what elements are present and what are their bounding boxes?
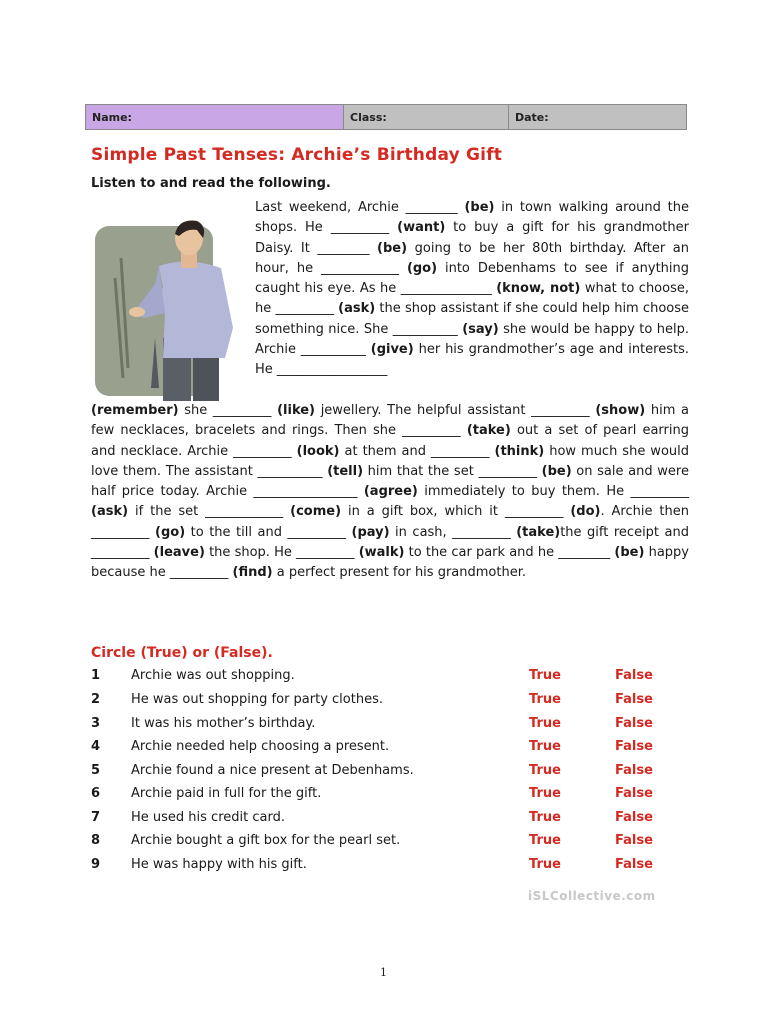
story-text: to buy a gift for his grandmother Daisy. It ________	[255, 220, 689, 256]
verb-prompt: (be)	[377, 240, 408, 256]
question-row	[91, 716, 691, 736]
question-text: Archie bought a gift box for the pearl set.	[131, 833, 401, 848]
question-row	[91, 668, 691, 688]
verb-prompt: (go)	[155, 524, 186, 540]
question-row	[91, 786, 691, 806]
story-text: him a few necklaces, bracelets and rings. Then she _________	[91, 403, 689, 439]
name-label: Name:	[92, 111, 132, 124]
question-number: 5	[91, 763, 101, 778]
verb-prompt: (take)	[466, 423, 511, 439]
story-paragraph-bottom	[91, 401, 689, 584]
question-row	[91, 810, 691, 830]
verb-prompt: (be)	[464, 200, 495, 215]
question-number: 1	[91, 668, 101, 683]
false-option[interactable]: False	[615, 833, 653, 848]
false-option[interactable]: False	[615, 786, 653, 801]
name-field[interactable]	[86, 105, 344, 129]
question-number: 7	[91, 810, 101, 825]
verb-prompt: (ask)	[338, 301, 376, 317]
true-false-heading: Circle (True) or (False).	[91, 645, 273, 661]
true-option[interactable]: True	[529, 786, 561, 801]
question-number: 3	[91, 716, 101, 731]
verb-prompt: (ask)	[91, 504, 129, 520]
question-text: Archie was out shopping.	[131, 668, 295, 683]
story-text: out a set of pearl earring and necklace. Archie _________	[91, 423, 690, 459]
story-text: in cash, _________	[389, 524, 517, 540]
verb-prompt: (pay)	[351, 524, 390, 540]
question-row	[91, 763, 691, 783]
story-text: how much she would love them. The assistant __________	[91, 443, 689, 479]
story-text: on sale and were half price today. Archie ________________	[91, 463, 689, 500]
story-text: at them and _________	[339, 443, 495, 459]
question-text: He used his credit card.	[131, 810, 285, 825]
verb-prompt: (walk)	[358, 545, 405, 561]
instruction-text: Listen to and read the following.	[91, 176, 331, 191]
story-text: she _________	[178, 403, 278, 418]
story-text: she would be happy to help. Archie __________	[255, 321, 689, 358]
verb-prompt: (like)	[277, 403, 316, 418]
false-option[interactable]: False	[615, 739, 653, 754]
question-row	[91, 857, 691, 877]
story-text: to the car park and he ________	[404, 545, 615, 561]
verb-prompt: (tell)	[327, 463, 364, 479]
true-option[interactable]: True	[529, 716, 561, 731]
true-option[interactable]: True	[529, 668, 561, 683]
question-text: He was out shopping for party clothes.	[131, 692, 383, 707]
true-option[interactable]: True	[529, 739, 561, 754]
story-text: in a gift box, which it _________	[341, 504, 571, 520]
story-text: a perfect present for his grandmother.	[272, 565, 526, 581]
story-text: going to be her 80th birthday. After an hour, he ____________	[255, 240, 689, 276]
story-text: . Archie then _________	[91, 504, 689, 540]
false-option[interactable]: False	[615, 692, 653, 707]
question-row	[91, 739, 691, 759]
story-text: him that the set _________	[363, 463, 542, 479]
verb-prompt: (be)	[614, 545, 645, 561]
story-text: happy because he _________	[91, 545, 689, 581]
story-text: the shop assistant if she could help him choose something nice. She __________	[255, 301, 689, 337]
true-option[interactable]: True	[529, 833, 561, 848]
verb-prompt: (want)	[397, 220, 446, 236]
false-option[interactable]: False	[615, 668, 653, 683]
question-text: It was his mother’s birthday.	[131, 716, 316, 731]
date-label: Date:	[515, 111, 549, 124]
site-watermark: iSLCollective.com	[528, 889, 656, 903]
verb-prompt: (take)	[516, 524, 561, 540]
question-text: Archie paid in full for the gift.	[131, 786, 322, 801]
story-text: the shop. He _________	[204, 545, 359, 561]
verb-prompt: (think)	[494, 443, 545, 459]
story-text: Last weekend, Archie ________	[255, 200, 465, 215]
page-number: 1	[380, 966, 387, 979]
story-text: if the set ____________	[128, 504, 291, 520]
verb-prompt: (show)	[595, 403, 646, 418]
verb-prompt: (do)	[570, 504, 601, 520]
true-option[interactable]: True	[529, 810, 561, 825]
true-option[interactable]: True	[529, 692, 561, 707]
verb-prompt: (be)	[541, 463, 572, 479]
true-option[interactable]: True	[529, 763, 561, 778]
question-number: 9	[91, 857, 101, 872]
story-text: the gift receipt and _________	[91, 524, 690, 561]
story-text: in town walking around the shops. He _________	[255, 200, 690, 236]
story-text: her his grandmother’s age and interests. He _________________	[255, 342, 689, 378]
verb-prompt: (find)	[232, 565, 273, 581]
story-text: immediately to buy them. He _________	[417, 484, 689, 500]
verb-prompt: (say)	[462, 321, 499, 337]
verb-prompt: (agree)	[363, 484, 418, 500]
man-illustration	[93, 218, 243, 401]
question-number: 6	[91, 786, 101, 801]
story-text: into Debenhams to see if anything caught his eye. As he ______________	[255, 260, 690, 297]
question-text: Archie needed help choosing a present.	[131, 739, 390, 754]
question-row	[91, 833, 691, 853]
question-text: He was happy with his gift.	[131, 857, 307, 872]
false-option[interactable]: False	[615, 763, 653, 778]
question-row	[91, 692, 691, 712]
verb-prompt: (know, not)	[496, 281, 581, 297]
date-field[interactable]	[509, 105, 686, 129]
false-option[interactable]: False	[615, 716, 653, 731]
question-text: Archie found a nice present at Debenhams.	[131, 763, 414, 778]
false-option[interactable]: False	[615, 857, 653, 872]
class-label: Class:	[350, 111, 387, 124]
worksheet-title: Simple Past Tenses: Archie’s Birthday Gift	[91, 145, 503, 165]
verb-prompt: (give)	[370, 342, 414, 358]
student-info-header	[85, 104, 687, 130]
question-number: 4	[91, 739, 101, 754]
verb-prompt: (go)	[406, 260, 438, 276]
story-text: what to choose, he _________	[255, 281, 689, 317]
question-number: 2	[91, 692, 101, 707]
verb-prompt: (look)	[296, 443, 340, 459]
question-number: 8	[91, 833, 101, 848]
story-text: jewellery. The helpful assistant _________	[315, 403, 596, 418]
true-option[interactable]: True	[529, 857, 561, 872]
story-paragraph-top	[255, 198, 689, 381]
false-option[interactable]: False	[615, 810, 653, 825]
story-text: to the till and _________	[185, 524, 352, 540]
class-field[interactable]	[344, 105, 509, 129]
verb-prompt: (come)	[290, 504, 342, 520]
verb-prompt: (remember)	[91, 403, 179, 418]
verb-prompt: (leave)	[153, 545, 205, 561]
